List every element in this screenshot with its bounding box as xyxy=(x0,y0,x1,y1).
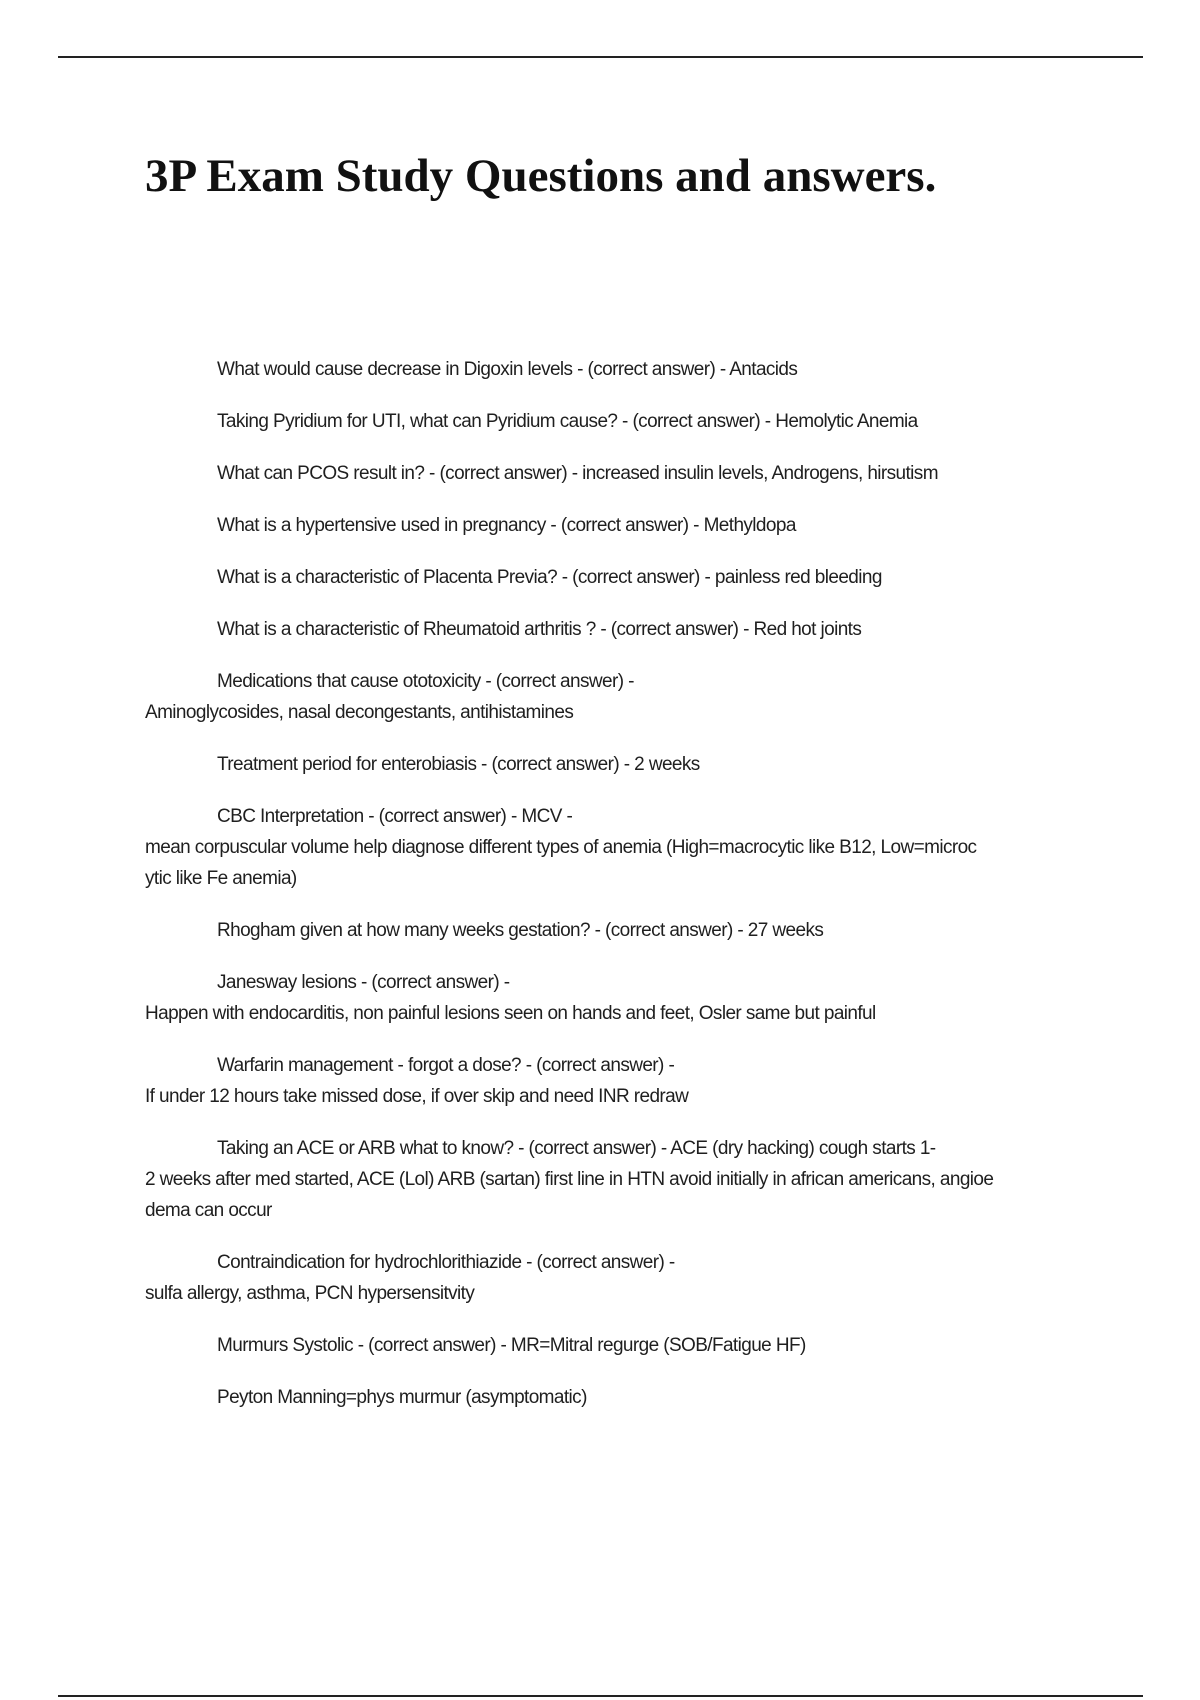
qa-line: Warfarin management - forgot a dose? - (correct answer) - xyxy=(217,1055,675,1076)
qa-line: Murmurs Systolic - (correct answer) - MR=Mitral regurge (SOB/Fatigue HF) xyxy=(217,1335,806,1356)
qa-line: Taking Pyridium for UTI, what can Pyridium cause? - (correct answer) - Hemolytic Anemia xyxy=(217,411,918,432)
qa-line: dema can occur xyxy=(145,1200,272,1221)
qa-line: Happen with endocarditis, non painful lesions seen on hands and feet, Osler same but painful xyxy=(145,1003,876,1024)
header-rule xyxy=(58,56,1143,58)
qa-item xyxy=(145,666,1085,728)
qa-line: What is a characteristic of Rheumatoid arthritis ? - (correct answer) - Red hot joints xyxy=(217,619,862,640)
qa-item xyxy=(145,749,1085,780)
qa-line: What would cause decrease in Digoxin levels - (correct answer) - Antacids xyxy=(217,359,798,380)
qa-item xyxy=(145,562,1085,593)
qa-line: Contraindication for hydrochlorithiazide - (correct answer) - xyxy=(217,1252,675,1273)
qa-line: 2 weeks after med started, ACE (Lol) ARB (sartan) first line in HTN avoid initially in african americans, angioe xyxy=(145,1169,994,1190)
document-title: 3P Exam Study Questions and answers. xyxy=(145,150,937,202)
qa-line: ytic like Fe anemia) xyxy=(145,868,297,889)
qa-line: Aminoglycosides, nasal decongestants, antihistamines xyxy=(145,702,574,723)
qa-line: If under 12 hours take missed dose, if over skip and need INR redraw xyxy=(145,1086,689,1107)
qa-line: CBC Interpretation - (correct answer) - MCV - xyxy=(217,806,573,827)
qa-item xyxy=(145,1050,1085,1112)
qa-item xyxy=(145,354,1085,385)
qa-line: Rhogham given at how many weeks gestation? - (correct answer) - 27 weeks xyxy=(217,920,824,941)
qa-line: Treatment period for enterobiasis - (correct answer) - 2 weeks xyxy=(217,754,700,775)
qa-item xyxy=(145,1133,1085,1226)
qa-item xyxy=(145,1330,1085,1361)
qa-line: Janesway lesions - (correct answer) - xyxy=(217,972,510,993)
qa-line: mean corpuscular volume help diagnose different types of anemia (High=macrocytic like B12, Low=microc xyxy=(145,837,977,858)
qa-item xyxy=(145,1247,1085,1309)
qa-line: What can PCOS result in? - (correct answer) - increased insulin levels, Androgens, hirsutism xyxy=(217,463,938,484)
qa-item xyxy=(145,510,1085,541)
qa-item xyxy=(145,915,1085,946)
qa-line: What is a hypertensive used in pregnancy - (correct answer) - Methyldopa xyxy=(217,515,796,536)
footer-rule xyxy=(58,1695,1143,1697)
qa-line: Taking an ACE or ARB what to know? - (correct answer) - ACE (dry hacking) cough starts 1- xyxy=(217,1138,936,1159)
qa-item xyxy=(145,458,1085,489)
qa-item xyxy=(145,1382,1085,1413)
qa-item xyxy=(145,967,1085,1029)
qa-line: What is a characteristic of Placenta Previa? - (correct answer) - painless red bleeding xyxy=(217,567,882,588)
qa-line: Medications that cause ototoxicity - (correct answer) - xyxy=(217,671,634,692)
qa-list xyxy=(145,354,1085,1434)
qa-line: Peyton Manning=phys murmur (asymptomatic) xyxy=(217,1387,587,1408)
qa-line: sulfa allergy, asthma, PCN hypersensitvity xyxy=(145,1283,475,1304)
qa-item xyxy=(145,801,1085,894)
qa-item xyxy=(145,614,1085,645)
qa-item xyxy=(145,406,1085,437)
